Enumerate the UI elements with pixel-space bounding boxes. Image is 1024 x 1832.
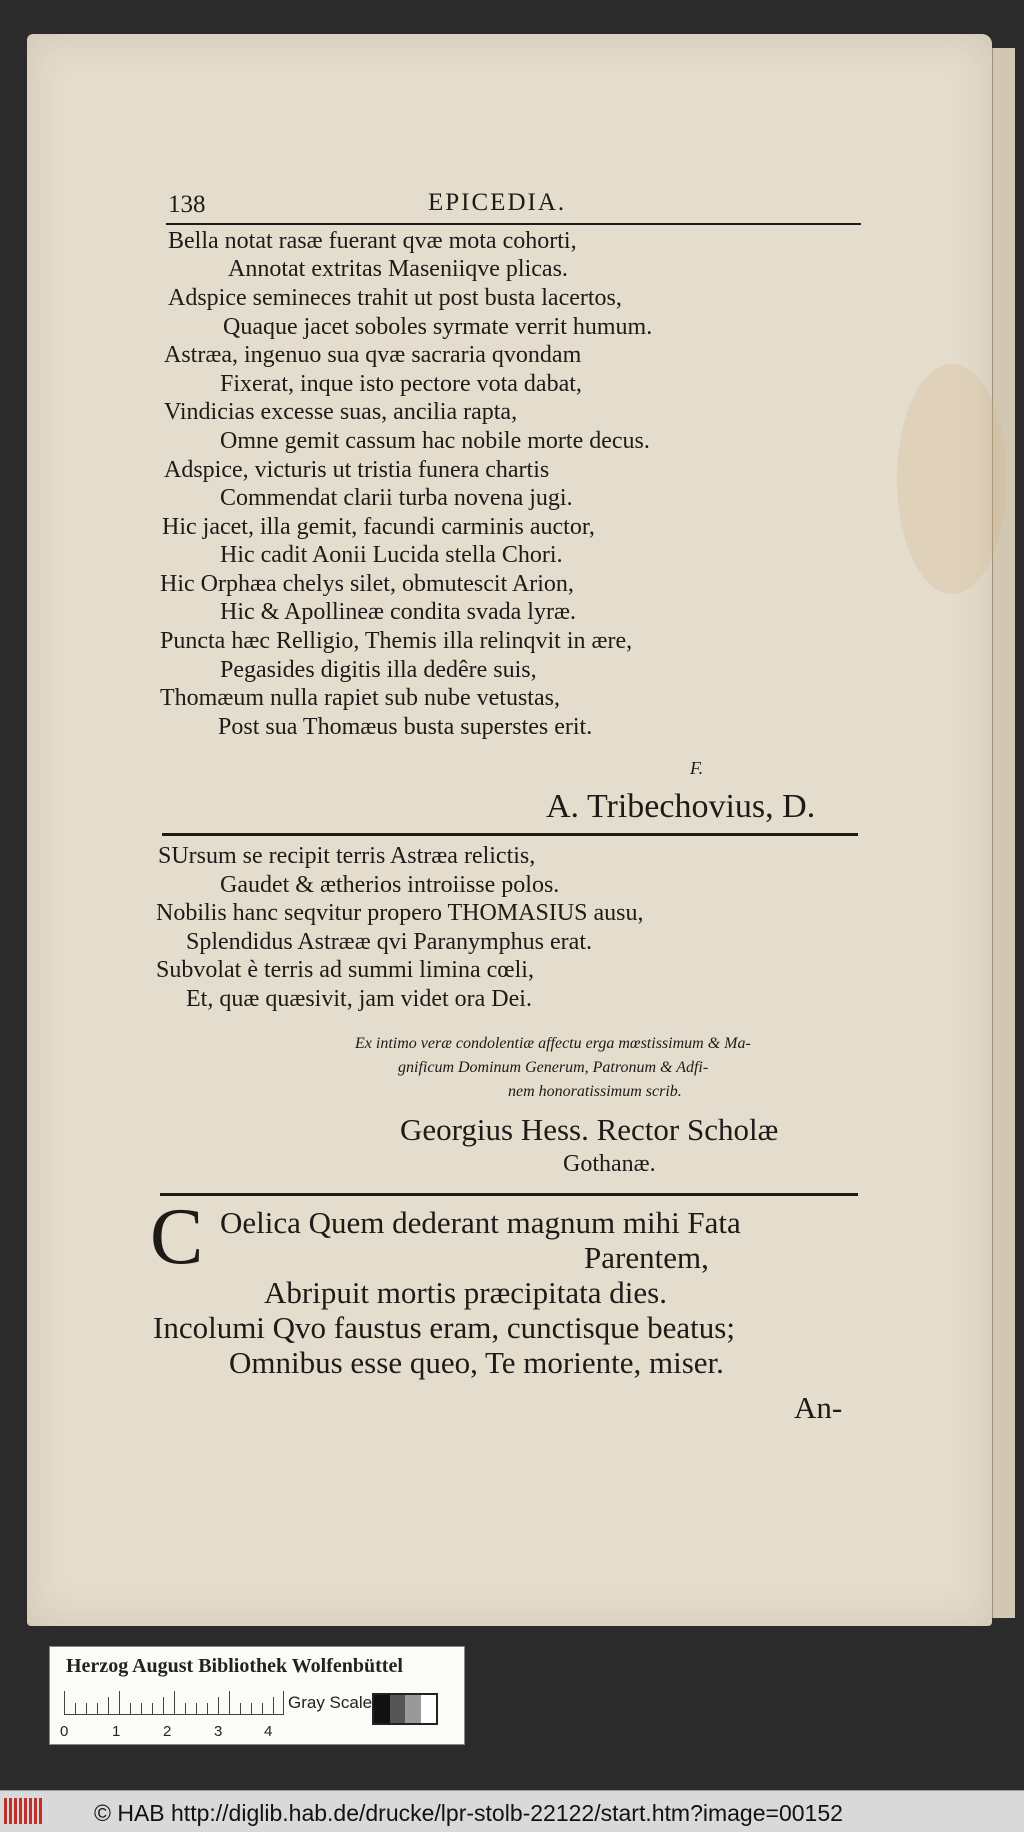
header-rule: [166, 223, 861, 225]
verse-line: Hic cadit Aonii Lucida stella Chori.: [220, 542, 563, 568]
gray-scale-swatch: [372, 1693, 438, 1725]
verse-line: Splendidus Astrææ qvi Paranymphus erat.: [186, 929, 592, 955]
verse-line: Bella notat rasæ fuerant qvæ mota cohorti,: [168, 228, 577, 254]
verse-line: Thomæum nulla rapiet sub nube vetustas,: [160, 685, 560, 711]
verse-line: Quaque jacet soboles syrmate verrit humum.: [223, 314, 653, 340]
section-rule: [162, 833, 858, 836]
signature-initial: F.: [690, 758, 704, 778]
signature-place: Gothanæ.: [563, 1151, 656, 1177]
verse-line: Astræa, ingenuo sua qvæ sacraria qvondam: [164, 342, 582, 368]
scale-number: 2: [163, 1723, 172, 1740]
verse-line: SUrsum se recipit terris Astræa relictis,: [158, 843, 536, 869]
catchword: An-: [794, 1390, 843, 1425]
verse-line: Incolumi Qvo faustus eram, cunctisque beatus;: [153, 1310, 735, 1345]
scale-number: 1: [112, 1723, 121, 1740]
viewer-footer: [0, 1790, 1024, 1832]
page-edge: [992, 48, 1015, 1618]
verse-line: Omnibus esse queo, Te moriente, miser.: [229, 1345, 724, 1380]
verse-line: Adspice, victuris ut tristia funera chartis: [164, 457, 550, 483]
gray-scale-label: Gray Scale: [288, 1693, 373, 1712]
scale-number: 3: [214, 1723, 223, 1740]
verse-line: Parentem,: [584, 1240, 709, 1275]
verse-line: Subvolat è terris ad summi limina cœli,: [156, 957, 534, 983]
source-url[interactable]: © HAB http://diglib.hab.de/drucke/lpr-stolb-22122/start.htm?image=00152: [94, 1800, 843, 1826]
verse-line: Et, quæ quæsivit, jam videt ora Dei.: [186, 986, 532, 1012]
verse-line: Hic Orphæa chelys silet, obmutescit Arion,: [160, 571, 574, 597]
signature-name: Georgius Hess. Rector Scholæ: [400, 1112, 779, 1147]
verse-line: Puncta hæc Relligio, Themis illa relinqvit in ære,: [160, 628, 633, 654]
verse-line: Gaudet & ætherios introiisse polos.: [220, 872, 560, 898]
verse-line: Vindicias excesse suas, ancilia rapta,: [164, 399, 518, 425]
color-calibration-card: [49, 1646, 465, 1745]
scale-number: 4: [264, 1723, 273, 1740]
dedication-line: Ex intimo veræ condolentiæ affectu erga mœstissimum & Ma-: [355, 1035, 751, 1052]
paper-stain: [897, 364, 1007, 594]
verse-line: Annotat extritas Maseniiqve plicas.: [228, 256, 568, 282]
measurement-scale: [64, 1689, 284, 1715]
verse-line: Adspice semineces trahit ut post busta lacertos,: [168, 285, 622, 311]
verse-line: Nobilis hanc seqvitur propero THOMASIUS ausu,: [156, 900, 644, 926]
verse-line: Hic & Apollineæ condita svada lyræ.: [220, 599, 576, 625]
signature-name: A. Tribechovius, D.: [546, 788, 816, 825]
verse-line: Hic jacet, illa gemit, facundi carminis auctor,: [162, 514, 595, 540]
verse-line: Abripuit mortis præcipitata dies.: [264, 1275, 667, 1310]
verse-line: Post sua Thomæus busta superstes erit.: [218, 714, 593, 740]
page-number: 138: [168, 191, 206, 218]
running-title: EPICEDIA.: [428, 189, 567, 216]
verse-line: Commendat clarii turba novena jugi.: [220, 485, 573, 511]
drop-cap: C: [150, 1193, 204, 1281]
scale-number: 0: [60, 1723, 69, 1740]
library-name: Herzog August Bibliothek Wolfenbüttel: [66, 1655, 403, 1677]
section-rule: [160, 1193, 858, 1196]
verse-line: Fixerat, inque isto pectore vota dabat,: [220, 371, 582, 397]
barcode-icon: [4, 1798, 46, 1824]
verse-line: Pegasides digitis illa dedêre suis,: [220, 657, 537, 683]
dedication-line: gnificum Dominum Generum, Patronum & Adfi-: [398, 1059, 709, 1076]
verse-line: Omne gemit cassum hac nobile morte decus.: [220, 428, 650, 454]
verse-line: Oelica Quem dederant magnum mihi Fata: [220, 1205, 741, 1240]
dedication-line: nem honoratissimum scrib.: [508, 1083, 682, 1100]
